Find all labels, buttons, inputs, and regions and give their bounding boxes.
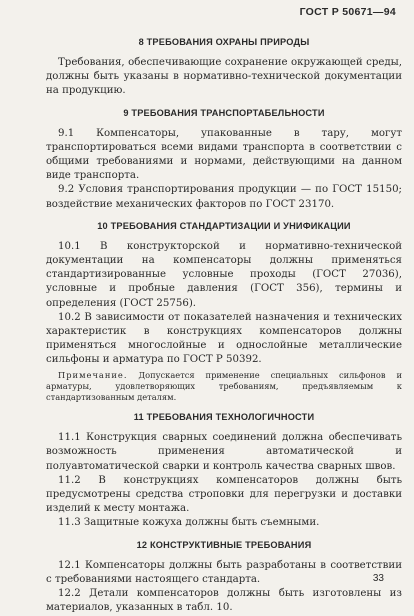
section-12-heading: 12 КОНСТРУКТИВНЫЕ ТРЕБОВАНИЯ bbox=[136, 539, 312, 550]
paragraph-11-2: 11.2 В конструкциях компенсаторов должны быть предусмотрены средства строповки для перегрузки и доставки изделий к месту монтажа. bbox=[46, 474, 402, 515]
page-number: 33 bbox=[372, 573, 384, 584]
note-text: Допускается применение специальных сильфонов и арматуры, удовлетворяющих требованиям, предъявляемым к стандартизованным деталям. bbox=[46, 369, 402, 403]
paragraph-11-1: 11.1 Конструкция сварных соединений должна обеспечивать возможность применения автоматической и полуавтоматической сварки и контроль качества сварных швов. bbox=[46, 432, 402, 472]
paragraph-9-2: 9.2 Условия транспортирования продукции — по ГОСТ 15150; воздействие механических факторов по ГОСТ 23170. bbox=[46, 184, 402, 210]
paragraph-9-1: 9.1 Компенсаторы, упакованные в тару, могут транспортироваться всеми видами транспорта в соответствии с общими требованиями и нормами, действующими на данном виде транспорта. bbox=[46, 127, 402, 182]
section-10-note bbox=[46, 370, 402, 404]
note-label: Примечание. bbox=[58, 369, 128, 380]
document-code-header: ГОСТ Р 50671—94 bbox=[299, 6, 396, 18]
paragraph-11-3: 11.3 Защитные кожуха должны быть съемными. bbox=[58, 517, 320, 529]
section-8-paragraph: Требования, обеспечивающие сохранение окружающей среды, должны быть указаны в нормативно-технической документации на продукцию. bbox=[46, 57, 402, 97]
paragraph-12-2: 12.2 Детали компенсаторов должны быть изготовлены из материалов, указанных в табл. 10. bbox=[46, 588, 402, 614]
paragraph-12-1: 12.1 Компенсаторы должны быть разработаны в соответствии с требованиями настоящего стандарта. bbox=[46, 559, 402, 585]
section-10-heading: 10 ТРЕБОВАНИЯ СТАНДАРТИЗАЦИИ И УНИФИКАЦИИ bbox=[97, 220, 351, 231]
section-11-heading: 11 ТРЕБОВАНИЯ ТЕХНОЛОГИЧНОСТИ bbox=[133, 412, 315, 423]
section-9-heading: 9 ТРЕБОВАНИЯ ТРАНСПОРТАБЕЛЬНОСТИ bbox=[123, 107, 325, 118]
page-content bbox=[46, 28, 402, 616]
paragraph-10-2: 10.2 В зависимости от показателей назначения и технических характеристик в конструкциях компенсаторов должны применяться многослойные и однослойные металлические сильфоны и арматура по ГОСТ Р 50392. bbox=[46, 311, 402, 366]
section-8-heading: 8 ТРЕБОВАНИЯ ОХРАНЫ ПРИРОДЫ bbox=[138, 37, 310, 47]
paragraph-10-1: 10.1 В конструкторской и нормативно-технической документации на компенсаторы должны применяться стандартизированные условные проходы (ГОСТ 27036), условные и пробные давления (ГОСТ 356), термины и определения (ГОСТ 25756). bbox=[46, 240, 402, 309]
